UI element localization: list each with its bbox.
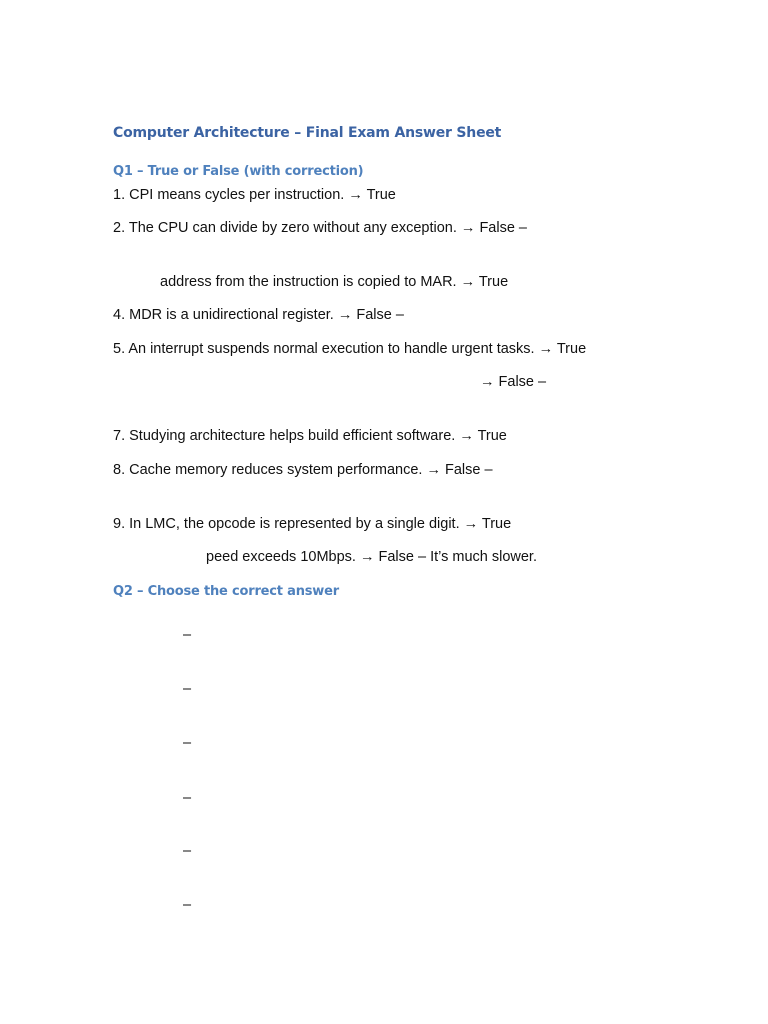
- q1-answer-1: 1. CPI means cycles per instruction. → True: [113, 187, 396, 203]
- q1-answer-5: 5. An interrupt suspends normal execution to handle urgent tasks. → True: [113, 341, 587, 357]
- q2-dash-5: –: [183, 843, 192, 859]
- document-title: Computer Architecture – Final Exam Answer Sheet: [113, 125, 502, 141]
- q1-answer-8: 8. Cache memory reduces system performance. → False –: [113, 462, 493, 478]
- q2-dash-6: –: [183, 897, 192, 913]
- q2-dash-3: –: [183, 735, 192, 751]
- q2-dash-4: –: [183, 790, 192, 806]
- q1-answer-9: 9. In LMC, the opcode is represented by a single digit. → True: [113, 516, 512, 532]
- q2-dash-2: –: [183, 681, 192, 697]
- q1-heading: Q1 – True or False (with correction): [113, 164, 364, 179]
- q1-answer-10: peed exceeds 10Mbps. → False – It’s much slower.: [206, 549, 537, 565]
- q2-dash-1: –: [183, 627, 192, 643]
- q1-answer-4: 4. MDR is a unidirectional register. → False –: [113, 307, 404, 323]
- q1-answer-7: 7. Studying architecture helps build efficient software. → True: [113, 428, 507, 444]
- q2-heading: Q2 – Choose the correct answer: [113, 584, 339, 599]
- q1-answer-3: address from the instruction is copied to MAR. → True: [160, 274, 509, 290]
- q1-answer-6: → False –: [480, 374, 547, 390]
- q1-answer-2: 2. The CPU can divide by zero without any exception. → False –: [113, 220, 528, 236]
